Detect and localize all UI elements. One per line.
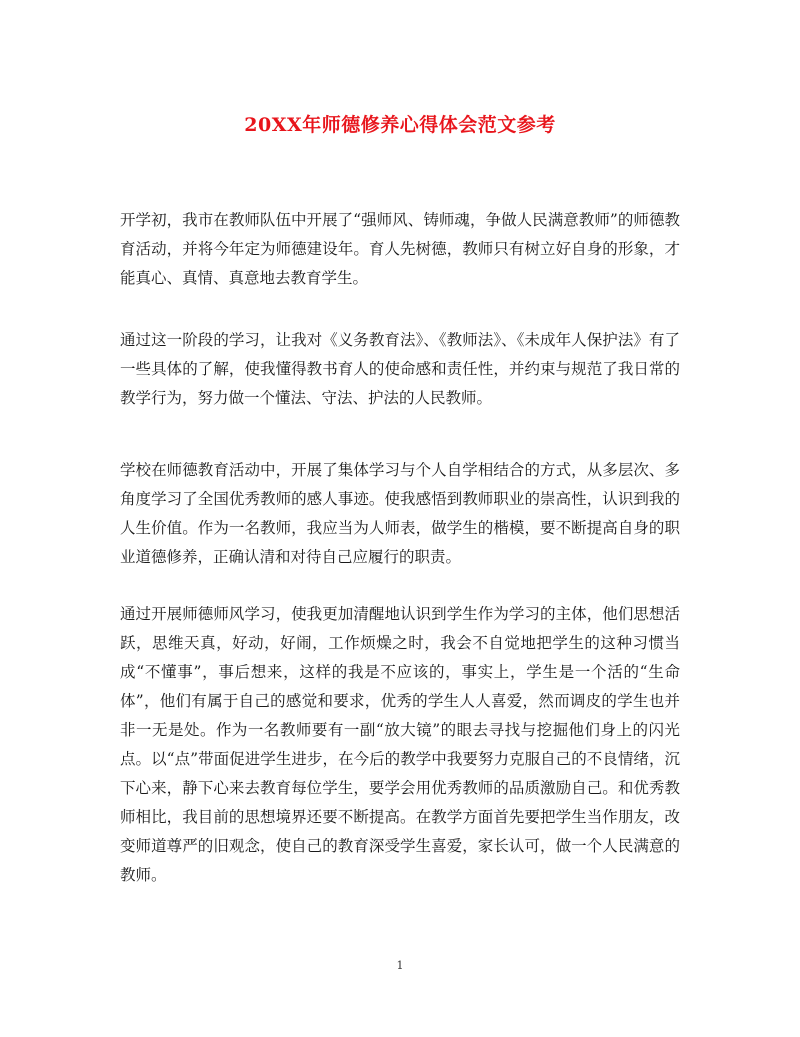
body-paragraph-3: 学校在师德教育活动中，开展了集体学习与个人自学相结合的方式，从多层次、多角度学习了全国优秀教师的感人事迹。使我感悟到教师职业的崇高性，认识到我的人生价值。作为一名教师，我应当为人师表，做学生的楷模，要不断提高自身的职业道德修养，正确认清和对待自己应履行的职责。	[120, 461, 680, 566]
page-number: 1	[396, 959, 404, 972]
body-paragraph-2: 通过这一阶段的学习，让我对《义务教育法》、《教师法》、《未成年人保护法》有了一些具体的了解，使我懂得教书育人的使命感和责任性，并约束与规范了我日常的教学行为，努力做一个懂法、守法、护法的人民教师。	[120, 331, 680, 407]
body-paragraph-4: 通过开展师德师风学习，使我更加清醒地认识到学生作为学习的主体，他们思想活跃，思维天真，好动，好闹，工作烦燥之时，我会不自觉地把学生的这种习惯当成“不懂事”，事后想来，这样的我是不应该的，事实上，学生是一个活的“生命体”，他们有属于自己的感觉和要求，优秀的学生人人喜爱，然而调皮的学生也并非一无是处。作为一名教师要有一副“放大镜”的眼去寻找与挖掘他们身上的闪光点。以“点”带面促进学生进步，在今后的教学中我要努力克服自己的不良情绪，沉下心来，静下心来去教育每位学生，要学会用优秀教师的品质激励自己。和优秀教师相比，我目前的思想境界还要不断提高。在教学方面首先要把学生当作朋友，改变师道尊严的旧观念，使自己的教育深受学生喜爱，家长认可，做一个人民满意的教师。	[120, 605, 680, 884]
document-title: 20XX年师德修养心得体会范文参考	[244, 114, 556, 136]
body-paragraph-1: 开学初，我市在教师队伍中开展了“强师风、铸师魂，争做人民满意教师”的师德教育活动，并将今年定为师德建设年。育人先树德，教师只有树立好自身的形象，才能真心、真情、真意地去教育学生。	[120, 211, 680, 287]
